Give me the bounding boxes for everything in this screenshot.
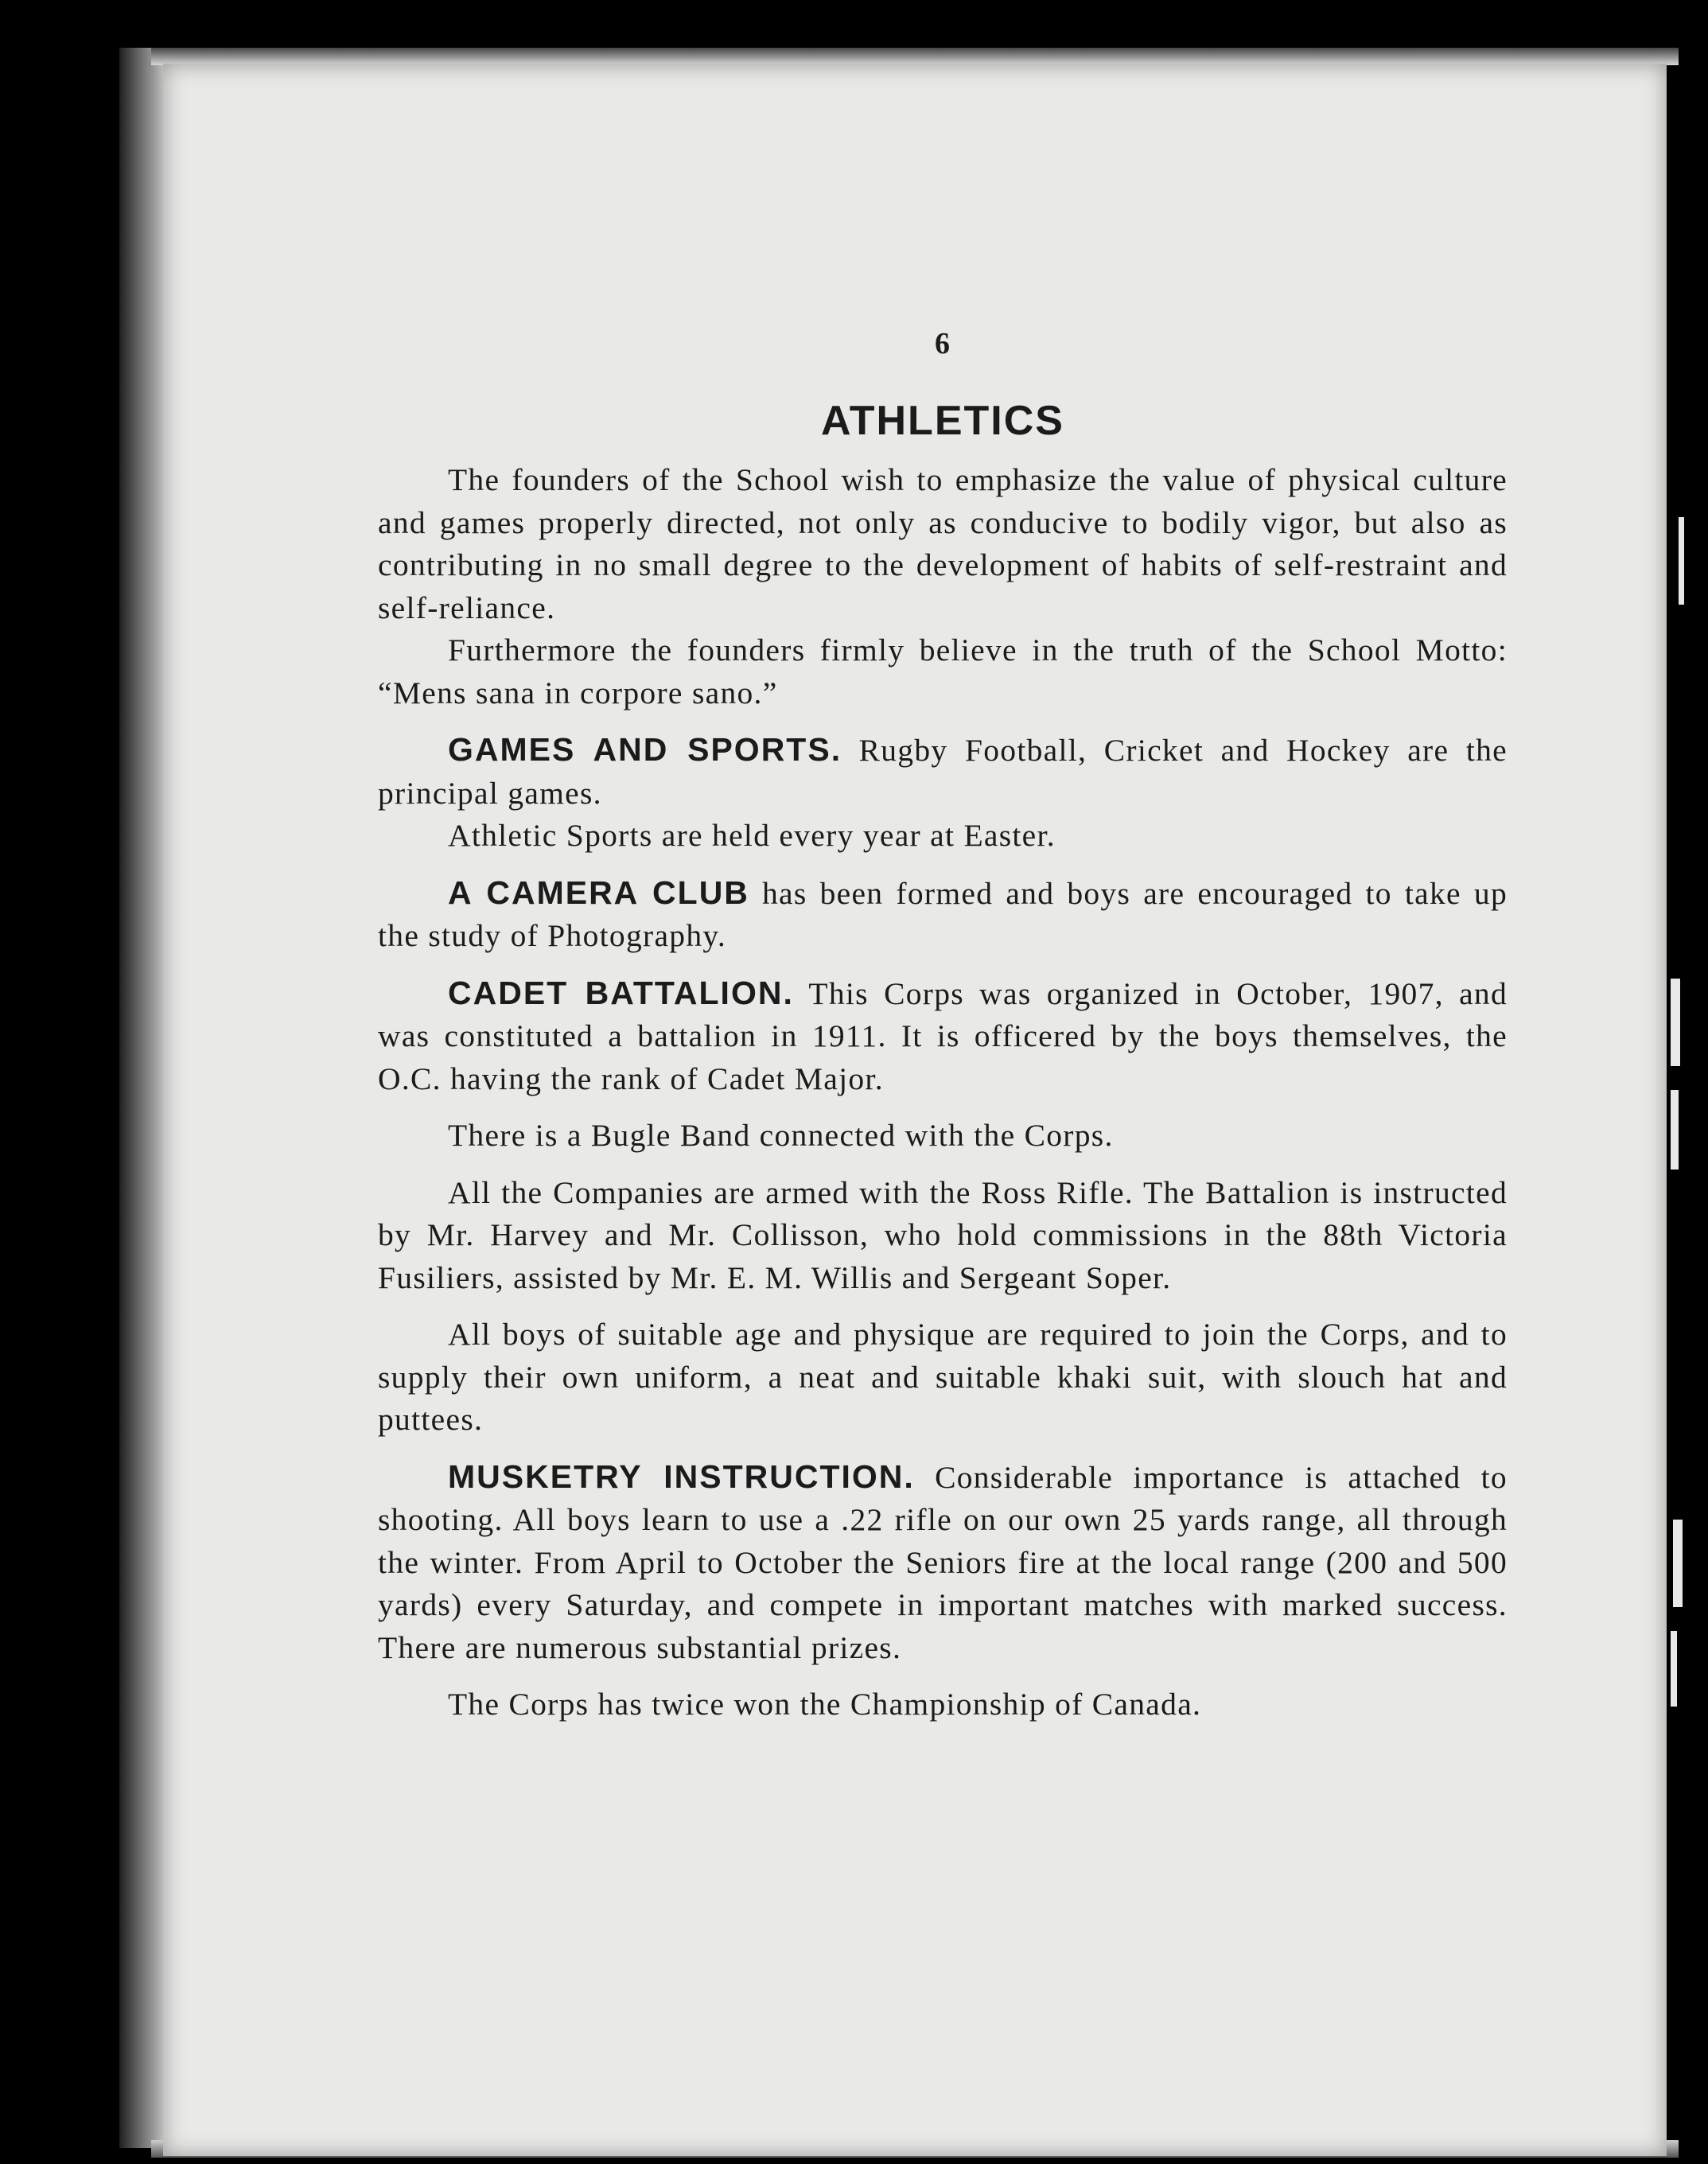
games-heading: GAMES AND SPORTS. xyxy=(448,731,842,768)
page-top-edge xyxy=(151,48,1679,65)
cadet-battalion-heading: CADET BATTALION. xyxy=(448,974,794,1011)
paragraph-athletic-sports: Athletic Sports are held every year at Easter. xyxy=(448,818,1056,853)
camera-club-text: has been formed and boys are encouraged to take up the study of Photography. xyxy=(378,875,1508,953)
paragraph-cadet-battalion xyxy=(378,972,1508,1101)
page-title: ATHLETICS xyxy=(821,398,1064,444)
page-number: 6 xyxy=(935,327,951,360)
page-content xyxy=(378,326,1508,1726)
paragraph-games xyxy=(378,729,1508,815)
paragraph-founders: The founders of the School wish to emphasize the value of physical culture and games properly directed, not only as conducive to bodily vigor, but also as contributing in no small degree to the development of habits of self-restraint and self-reliance. xyxy=(378,462,1508,625)
binding-mark xyxy=(1671,1090,1679,1170)
binding-mark xyxy=(1671,1631,1677,1707)
paragraph-camera-club xyxy=(378,872,1508,958)
cadet-battalion-text: This Corps was organized in October, 1907, and was constituted a battalion in 1911. It is officered by the boys themselves, the O.C. having the rank of Cadet Major. xyxy=(378,975,1508,1096)
paragraph-bugle-band: There is a Bugle Band connected with the Corps. xyxy=(448,1118,1114,1153)
binding-mark xyxy=(1671,979,1680,1066)
paragraph-boys: All boys of suitable age and physique are required to join the Corps, and to supply their own uniform, a neat and suitable khaki suit, with slouch hat and puttees. xyxy=(378,1317,1508,1437)
binding-mark xyxy=(1673,1520,1683,1607)
musketry-heading: MUSKETRY INSTRUCTION. xyxy=(448,1458,915,1495)
binding-mark xyxy=(1679,517,1684,605)
games-text: Rugby Football, Cricket and Hockey are the principal games. xyxy=(378,733,1508,811)
paragraph-championship: The Corps has twice won the Championship of Canada. xyxy=(448,1687,1202,1722)
paragraph-musketry xyxy=(378,1456,1508,1670)
musketry-text: Considerable importance is attached to shooting. All boys learn to use a .22 rifle on our own 25 yards range, all through the winter. From April to October the Seniors fire at the local range (200 and 500 yards) every Saturday, and compete in important matches with marked success. There are numerous substantial prizes. xyxy=(378,1459,1508,1665)
page-left-edge xyxy=(119,48,165,2148)
camera-club-heading: A CAMERA CLUB xyxy=(448,874,749,911)
paragraph-motto: Furthermore the founders firmly believe in the truth of the School Motto: “Mens sana in corpore sano.” xyxy=(378,632,1508,710)
paragraph-companies: All the Companies are armed with the Ross Rifle. The Battalion is instructed by Mr. Harvey and Mr. Collisson, who hold commissions in the 88th Victoria Fusiliers, assisted by Mr. E. M. Willis and Sergeant Soper. xyxy=(378,1174,1508,1295)
